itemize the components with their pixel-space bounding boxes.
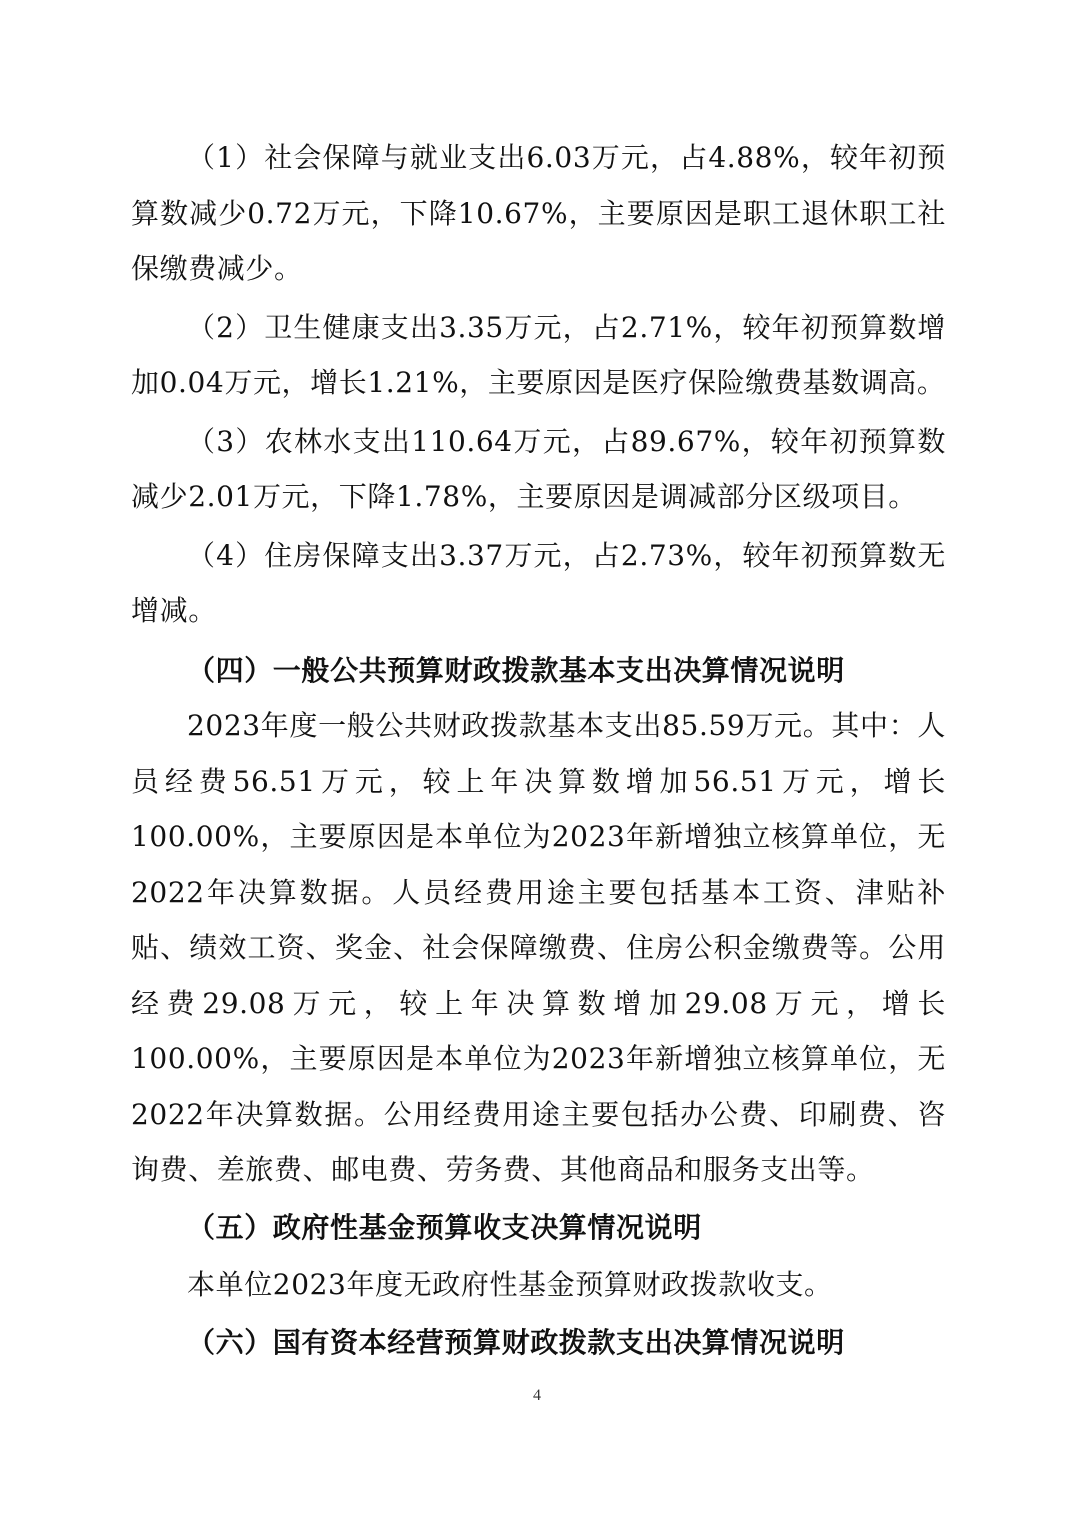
paragraph-government-fund: 本单位2023年度无政府性基金预算财政拨款收支。 [187,1268,833,1301]
paragraph-basic-expenditure: 2023年度一般公共财政拨款基本支出85.59万元。其中：人员经费56.51万元，较上年决算数增加56.51万元，增长100.00%，主要原因是本单位为2023年新增独立核算单位，无2022年决算数据。人员经费用途主要包括基本工资、津贴补贴、绩效工资、奖金、社会保障缴费、住房公积金缴费等。公用经费29.08万元，较上年决算数增加29.08万元，增长100.00%，主要原因是本单位为2023年新增独立核算单位，无2022年决算数据。公用经费用途主要包括办公费、印刷费、咨询费、差旅费、邮电费、劳务费、其他商品和服务支出等。 [131,709,946,1186]
paragraph-housing: （4）住房保障支出3.37万元，占2.73%，较年初预算数无增减。 [131,538,946,627]
section-heading-government-fund: （五）政府性基金预算收支决算情况说明 [187,1210,702,1244]
page-number: 4 [533,1387,541,1404]
paragraph-agriculture: （3）农林水支出110.64万元，占89.67%，较年初预算数减少2.01万元，下降1.78%，主要原因是调减部分区级项目。 [131,424,946,513]
section-heading-basic-expenditure: （四）一般公共预算财政拨款基本支出决算情况说明 [187,653,845,687]
paragraph-social-security: （1）社会保障与就业支出6.03万元，占4.88%，较年初预算数减少0.72万元，下降10.67%，主要原因是职工退休职工社保缴费减少。 [131,141,946,285]
section-heading-state-capital: （六）国有资本经营预算财政拨款支出决算情况说明 [187,1325,845,1359]
paragraph-health: （2）卫生健康支出3.35万元，占2.71%，较年初预算数增加0.04万元，增长1.21%，主要原因是医疗保险缴费基数调高。 [131,310,946,399]
document-body [131,130,946,1370]
